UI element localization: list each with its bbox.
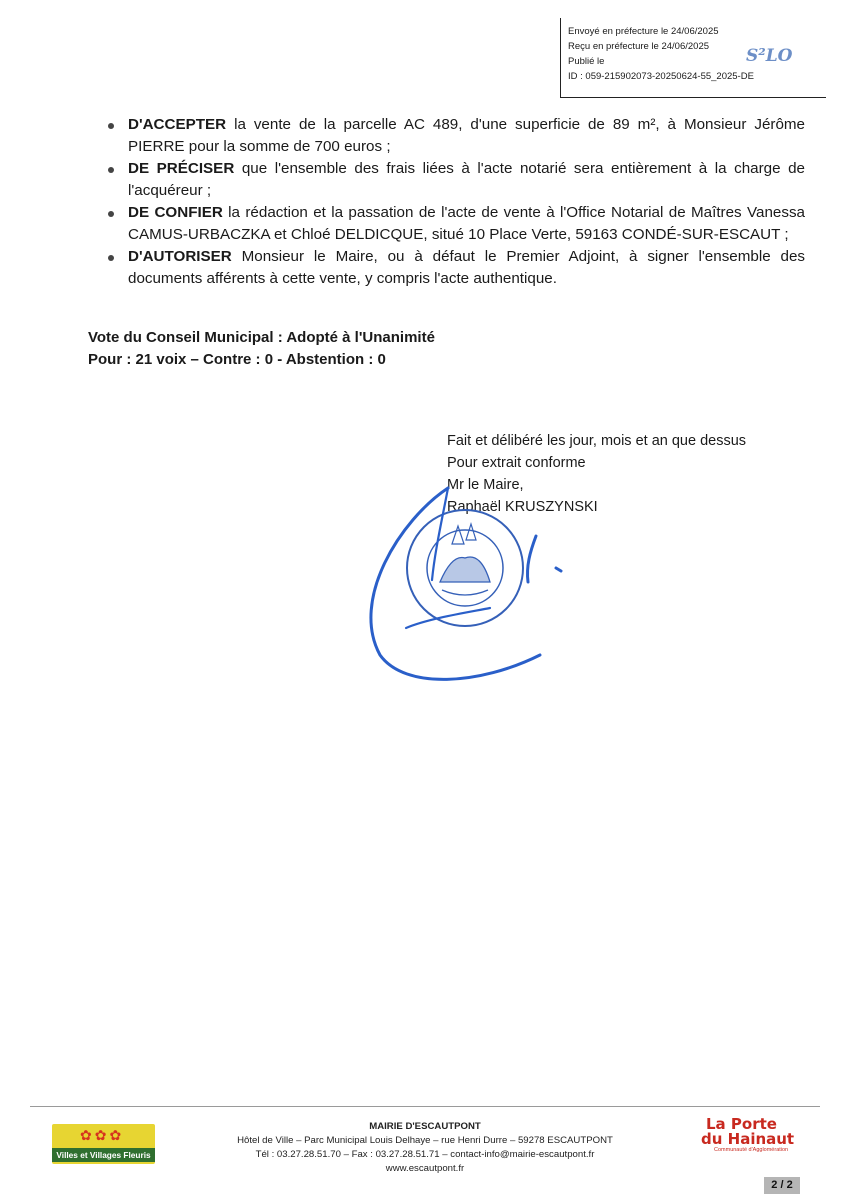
signature-line-done: Fait et délibéré les jour, mois et an que dessus: [447, 433, 747, 449]
decision-verb: DE PRÉCISER: [128, 160, 235, 177]
signature-line-extract: Pour extrait conforme: [447, 455, 586, 471]
s2lo-logo: S²LO: [746, 46, 793, 66]
vote-result: [88, 327, 435, 371]
decision-item: [100, 202, 805, 246]
decision-verb: D'AUTORISER: [128, 248, 232, 265]
decision-text: la vente de la parcelle AC 489, d'une superficie de 89 m², à Monsieur Jérôme PIERRE pour la somme de 700 euros ;: [128, 116, 805, 155]
footer-address: Hôtel de Ville – Parc Municipal Louis Delhaye – rue Henri Durre – 59278 ESCAUTPONT: [237, 1135, 613, 1146]
signature-line-name: Raphaël KRUSZYNSKI: [447, 499, 598, 515]
decision-verb: DE CONFIER: [128, 204, 223, 221]
decision-text: que l'ensemble des frais liées à l'acte notarié sera entièrement à la charge de l'acquéreur ;: [128, 160, 805, 199]
bullet-icon: [108, 123, 114, 129]
porte-logo-sub: Communauté d'Agglomération: [714, 1147, 789, 1153]
stamp-received-date: Reçu en préfecture le 24/06/2025: [568, 41, 710, 52]
seal-and-signature: [330, 440, 590, 700]
decision-item: [100, 114, 805, 158]
handwritten-signature-icon: [371, 488, 561, 679]
flowers-icon: ✿✿✿: [80, 1127, 125, 1143]
stamp-id: ID : 059-215902073-20250624-55_2025-DE: [568, 71, 754, 82]
bullet-icon: [108, 211, 114, 217]
porte-du-hainaut-logo: [698, 1117, 798, 1153]
signature-line-title: Mr le Maire,: [447, 477, 524, 493]
bullet-icon: [108, 255, 114, 261]
decisions-list: [100, 114, 805, 290]
footer-contact: Tél : 03.27.28.51.70 – Fax : 03.27.28.51.71 – contact-info@mairie-escautpont.fr: [255, 1149, 595, 1160]
official-seal-icon: [407, 510, 523, 626]
footer: [200, 1120, 650, 1176]
page-number: 2 / 2: [764, 1177, 800, 1194]
bullet-icon: [108, 167, 114, 173]
footer-divider: [30, 1106, 820, 1107]
stamp-sent-date: Envoyé en préfecture le 24/06/2025: [568, 26, 719, 37]
villes-villages-fleuris-logo: [52, 1124, 155, 1164]
decisions-section: [100, 114, 805, 290]
vote-outcome: Vote du Conseil Municipal : Adopté à l'Unanimité: [88, 329, 435, 346]
footer-website: www.escautpont.fr: [385, 1163, 465, 1174]
vote-counts: Pour : 21 voix – Contre : 0 - Abstention : 0: [88, 351, 386, 368]
stamp-published: Publié le: [568, 56, 605, 67]
footer-org: MAIRIE D'ESCAUTPONT: [369, 1121, 481, 1132]
decision-text: la rédaction et la passation de l'acte de vente à l'Office Notarial de Maîtres Vanessa CAMUS-URBACZKA et Chloé DELDICQUE, situé 10 Place Verte, 59163 CONDÉ-SUR-ESCAUT ;: [128, 204, 805, 243]
vvf-label: Villes et Villages Fleuris: [52, 1148, 155, 1162]
decision-text: Monsieur le Maire, ou à défaut le Premier Adjoint, à signer l'ensemble des documents afférents à cette vente, y compris l'acte authentique.: [128, 248, 805, 287]
porte-logo-line2: du Hainaut: [701, 1130, 795, 1148]
decision-verb: D'ACCEPTER: [128, 116, 227, 133]
decision-item: [100, 246, 805, 290]
porte-logo-line1: La Porte: [706, 1115, 777, 1133]
decision-item: [100, 158, 805, 202]
